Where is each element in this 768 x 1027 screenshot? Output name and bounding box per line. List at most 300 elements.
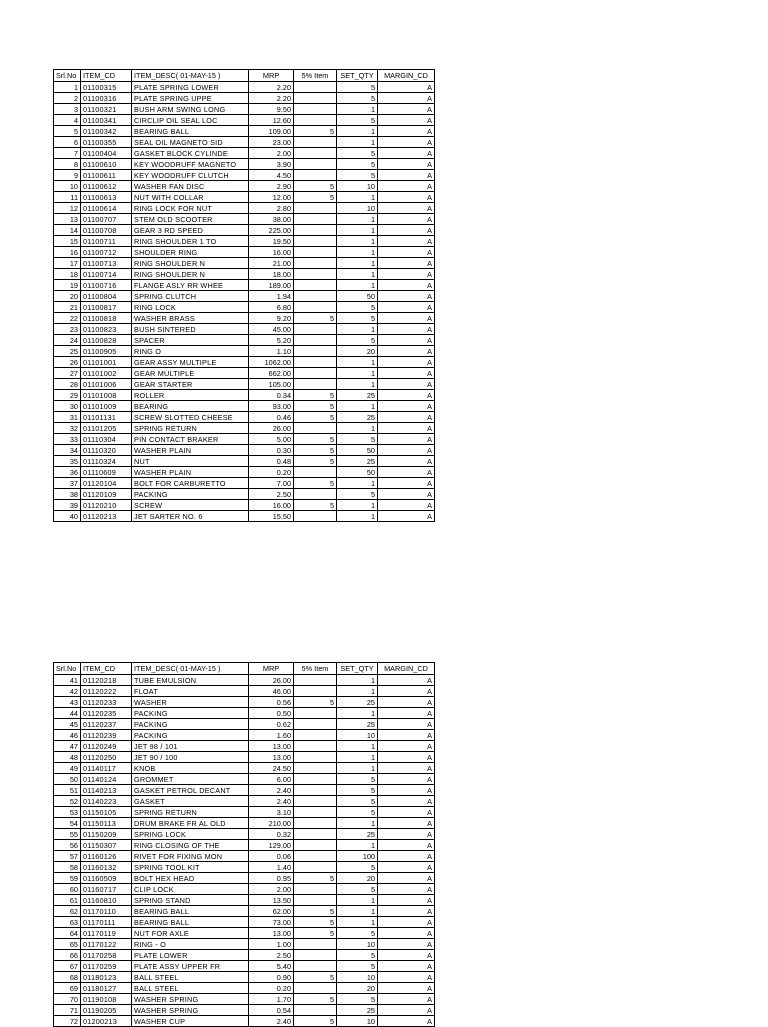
item-desc-cell: GEAR 3 RD SPEED (132, 225, 249, 236)
item-cd-cell: 01100612 (81, 181, 132, 192)
table-row (54, 983, 435, 994)
five-percent-item-cell (294, 752, 337, 763)
item-desc-cell: RING - O (132, 939, 249, 950)
set-qty-cell: 1 (337, 741, 378, 752)
set-qty-cell: 5 (337, 774, 378, 785)
table-row (54, 324, 435, 335)
set-qty-cell: 1 (337, 258, 378, 269)
item-desc-cell: CIRCLIP OIL SEAL LOC (132, 115, 249, 126)
srl-no-cell: 54 (54, 818, 81, 829)
table-row (54, 862, 435, 873)
mrp-cell: 0.95 (249, 873, 294, 884)
five-percent-item-cell (294, 796, 337, 807)
item-cd-cell: 01150105 (81, 807, 132, 818)
item-desc-cell: KNOB (132, 763, 249, 774)
margin-cd-cell: A (378, 818, 435, 829)
table-row (54, 357, 435, 368)
set-qty-cell: 5 (337, 302, 378, 313)
item-cd-cell: 01101002 (81, 368, 132, 379)
five-percent-item-cell: 5 (294, 917, 337, 928)
srl-no-cell: 48 (54, 752, 81, 763)
table-row (54, 675, 435, 686)
five-percent-item-cell: 5 (294, 192, 337, 203)
margin-cd-cell: A (378, 170, 435, 181)
table-row (54, 434, 435, 445)
item-cd-cell: 01100342 (81, 126, 132, 137)
srl-no-cell: 68 (54, 972, 81, 983)
srl-no-cell: 16 (54, 247, 81, 258)
item-cd-cell: 01170122 (81, 939, 132, 950)
set-qty-cell: 20 (337, 873, 378, 884)
margin-cd-cell: A (378, 851, 435, 862)
srl-no-cell: 28 (54, 379, 81, 390)
table-row (54, 170, 435, 181)
mrp-cell: 16.00 (249, 247, 294, 258)
mrp-cell: 9.20 (249, 313, 294, 324)
table-row (54, 368, 435, 379)
set-qty-cell: 5 (337, 148, 378, 159)
table-row (54, 906, 435, 917)
table-row (54, 851, 435, 862)
item-desc-cell: NUT (132, 456, 249, 467)
mrp-cell: 1.70 (249, 994, 294, 1005)
margin-cd-cell: A (378, 313, 435, 324)
margin-cd-cell: A (378, 895, 435, 906)
set-qty-cell: 1 (337, 708, 378, 719)
parts-table-2 (53, 662, 435, 1027)
mrp-cell: 73.00 (249, 917, 294, 928)
margin-cd-cell: A (378, 434, 435, 445)
set-qty-cell: 1 (337, 818, 378, 829)
table-row (54, 93, 435, 104)
margin-cd-cell: A (378, 741, 435, 752)
item-desc-cell: CLIP LOCK (132, 884, 249, 895)
item-desc-cell: PIN CONTACT BRAKER (132, 434, 249, 445)
table-row (54, 511, 435, 522)
item-cd-cell: 01120213 (81, 511, 132, 522)
item-desc-cell: SPRING RETURN (132, 423, 249, 434)
srl-no-cell: 4 (54, 115, 81, 126)
mrp-cell: 4.50 (249, 170, 294, 181)
margin-cd-cell: A (378, 500, 435, 511)
item-desc-cell: JET 90 / 100 (132, 752, 249, 763)
set-qty-cell: 1 (337, 126, 378, 137)
set-qty-cell: 1 (337, 247, 378, 258)
five-percent-item-cell (294, 357, 337, 368)
set-qty-cell: 5 (337, 159, 378, 170)
mrp-cell: 189.00 (249, 280, 294, 291)
mrp-cell: 12.00 (249, 192, 294, 203)
item-desc-cell: DRUM BRAKE FR AL OLD (132, 818, 249, 829)
mrp-cell: 109.00 (249, 126, 294, 137)
item-cd-cell: 01140117 (81, 763, 132, 774)
header-five-percent-item: 5% Item (294, 663, 337, 675)
five-percent-item-cell (294, 203, 337, 214)
five-percent-item-cell (294, 730, 337, 741)
item-desc-cell: BUSH ARM SWING LONG (132, 104, 249, 115)
five-percent-item-cell (294, 423, 337, 434)
set-qty-cell: 5 (337, 313, 378, 324)
margin-cd-cell: A (378, 115, 435, 126)
srl-no-cell: 64 (54, 928, 81, 939)
srl-no-cell: 32 (54, 423, 81, 434)
item-desc-cell: SPACER (132, 335, 249, 346)
five-percent-item-cell: 5 (294, 500, 337, 511)
item-cd-cell: 01140124 (81, 774, 132, 785)
srl-no-cell: 35 (54, 456, 81, 467)
margin-cd-cell: A (378, 829, 435, 840)
table-row (54, 104, 435, 115)
table-row (54, 1016, 435, 1027)
mrp-cell: 26.00 (249, 423, 294, 434)
set-qty-cell: 10 (337, 1016, 378, 1027)
margin-cd-cell: A (378, 774, 435, 785)
srl-no-cell: 17 (54, 258, 81, 269)
srl-no-cell: 20 (54, 291, 81, 302)
item-cd-cell: 01100315 (81, 82, 132, 93)
margin-cd-cell: A (378, 708, 435, 719)
srl-no-cell: 38 (54, 489, 81, 500)
table-row (54, 829, 435, 840)
item-cd-cell: 01170110 (81, 906, 132, 917)
item-desc-cell: PACKING (132, 708, 249, 719)
header-set-qty: SET_QTY (337, 663, 378, 675)
item-desc-cell: JET SARTER NO. 6 (132, 511, 249, 522)
item-cd-cell: 01100905 (81, 346, 132, 357)
mrp-cell: 9.50 (249, 104, 294, 115)
set-qty-cell: 1 (337, 511, 378, 522)
set-qty-cell: 1 (337, 368, 378, 379)
srl-no-cell: 15 (54, 236, 81, 247)
table-row (54, 807, 435, 818)
mrp-cell: 2.40 (249, 1016, 294, 1027)
set-qty-cell: 10 (337, 730, 378, 741)
table-row (54, 401, 435, 412)
srl-no-cell: 67 (54, 961, 81, 972)
item-desc-cell: WASHER (132, 697, 249, 708)
item-desc-cell: RIVET FOR FIXING MON (132, 851, 249, 862)
table-row (54, 269, 435, 280)
mrp-cell: 6.00 (249, 774, 294, 785)
item-cd-cell: 01160132 (81, 862, 132, 873)
table-row (54, 313, 435, 324)
table-row (54, 423, 435, 434)
mrp-cell: 2.40 (249, 796, 294, 807)
five-percent-item-cell (294, 324, 337, 335)
mrp-cell: 23.00 (249, 137, 294, 148)
table-row (54, 489, 435, 500)
srl-no-cell: 36 (54, 467, 81, 478)
srl-no-cell: 19 (54, 280, 81, 291)
margin-cd-cell: A (378, 368, 435, 379)
five-percent-item-cell (294, 1005, 337, 1016)
item-desc-cell: SPRING TOOL KIT (132, 862, 249, 873)
five-percent-item-cell (294, 302, 337, 313)
item-cd-cell: 01101006 (81, 379, 132, 390)
srl-no-cell: 39 (54, 500, 81, 511)
set-qty-cell: 5 (337, 961, 378, 972)
srl-no-cell: 26 (54, 357, 81, 368)
margin-cd-cell: A (378, 401, 435, 412)
header-srl-no: Srl.No (54, 663, 81, 675)
mrp-cell: 1.40 (249, 862, 294, 873)
set-qty-cell: 5 (337, 928, 378, 939)
item-desc-cell: BOLT HEX HEAD (132, 873, 249, 884)
parts-table-1-wrapper (53, 69, 435, 522)
margin-cd-cell: A (378, 379, 435, 390)
mrp-cell: 1.10 (249, 346, 294, 357)
header-margin-cd: MARGIN_CD (378, 663, 435, 675)
item-cd-cell: 01100714 (81, 269, 132, 280)
five-percent-item-cell: 5 (294, 401, 337, 412)
five-percent-item-cell: 5 (294, 928, 337, 939)
set-qty-cell: 5 (337, 862, 378, 873)
mrp-cell: 0.06 (249, 851, 294, 862)
item-cd-cell: 01170119 (81, 928, 132, 939)
table-row (54, 928, 435, 939)
item-cd-cell: 01120218 (81, 675, 132, 686)
five-percent-item-cell: 5 (294, 478, 337, 489)
item-cd-cell: 01180127 (81, 983, 132, 994)
five-percent-item-cell (294, 258, 337, 269)
margin-cd-cell: A (378, 148, 435, 159)
item-desc-cell: TUBE EMULSION (132, 675, 249, 686)
header-item-desc: ITEM_DESC( 01-MAY-15 ) (132, 70, 249, 82)
table-row (54, 840, 435, 851)
header-mrp: MRP (249, 70, 294, 82)
mrp-cell: 5.20 (249, 335, 294, 346)
five-percent-item-cell (294, 939, 337, 950)
srl-no-cell: 40 (54, 511, 81, 522)
item-cd-cell: 01100713 (81, 258, 132, 269)
set-qty-cell: 5 (337, 994, 378, 1005)
mrp-cell: 62.00 (249, 906, 294, 917)
set-qty-cell: 5 (337, 170, 378, 181)
srl-no-cell: 44 (54, 708, 81, 719)
header-row (54, 663, 435, 675)
srl-no-cell: 61 (54, 895, 81, 906)
five-percent-item-cell: 5 (294, 456, 337, 467)
five-percent-item-cell (294, 236, 337, 247)
set-qty-cell: 1 (337, 104, 378, 115)
table-row (54, 774, 435, 785)
margin-cd-cell: A (378, 126, 435, 137)
item-cd-cell: 01101009 (81, 401, 132, 412)
mrp-cell: 1062.00 (249, 357, 294, 368)
item-cd-cell: 01160717 (81, 884, 132, 895)
item-cd-cell: 01110304 (81, 434, 132, 445)
table-row (54, 203, 435, 214)
five-percent-item-cell: 5 (294, 1016, 337, 1027)
table-row (54, 291, 435, 302)
five-percent-item-cell (294, 170, 337, 181)
srl-no-cell: 66 (54, 950, 81, 961)
set-qty-cell: 1 (337, 137, 378, 148)
set-qty-cell: 1 (337, 840, 378, 851)
five-percent-item-cell (294, 511, 337, 522)
set-qty-cell: 50 (337, 467, 378, 478)
srl-no-cell: 34 (54, 445, 81, 456)
srl-no-cell: 63 (54, 917, 81, 928)
five-percent-item-cell: 5 (294, 434, 337, 445)
item-desc-cell: SHOULDER RING (132, 247, 249, 258)
mrp-cell: 0.46 (249, 412, 294, 423)
five-percent-item-cell (294, 280, 337, 291)
mrp-cell: 0.62 (249, 719, 294, 730)
item-desc-cell: GASKET PETROL DECANT (132, 785, 249, 796)
srl-no-cell: 42 (54, 686, 81, 697)
srl-no-cell: 1 (54, 82, 81, 93)
margin-cd-cell: A (378, 906, 435, 917)
item-desc-cell: RING SHOULDER N (132, 258, 249, 269)
set-qty-cell: 25 (337, 412, 378, 423)
margin-cd-cell: A (378, 972, 435, 983)
set-qty-cell: 1 (337, 423, 378, 434)
srl-no-cell: 53 (54, 807, 81, 818)
set-qty-cell: 25 (337, 719, 378, 730)
header-item-desc: ITEM_DESC( 01-MAY-15 ) (132, 663, 249, 675)
set-qty-cell: 25 (337, 697, 378, 708)
margin-cd-cell: A (378, 730, 435, 741)
mrp-cell: 2.50 (249, 489, 294, 500)
mrp-cell: 2.20 (249, 93, 294, 104)
five-percent-item-cell (294, 785, 337, 796)
margin-cd-cell: A (378, 269, 435, 280)
set-qty-cell: 5 (337, 93, 378, 104)
five-percent-item-cell (294, 137, 337, 148)
margin-cd-cell: A (378, 928, 435, 939)
five-percent-item-cell: 5 (294, 181, 337, 192)
mrp-cell: 13.50 (249, 895, 294, 906)
mrp-cell: 12.60 (249, 115, 294, 126)
mrp-cell: 2.00 (249, 884, 294, 895)
set-qty-cell: 1 (337, 324, 378, 335)
table-row (54, 972, 435, 983)
five-percent-item-cell (294, 247, 337, 258)
item-cd-cell: 01100707 (81, 214, 132, 225)
item-cd-cell: 01100828 (81, 335, 132, 346)
five-percent-item-cell (294, 719, 337, 730)
mrp-cell: 0.54 (249, 1005, 294, 1016)
item-cd-cell: 01160126 (81, 851, 132, 862)
set-qty-cell: 1 (337, 686, 378, 697)
item-cd-cell: 01100712 (81, 247, 132, 258)
srl-no-cell: 45 (54, 719, 81, 730)
srl-no-cell: 27 (54, 368, 81, 379)
margin-cd-cell: A (378, 346, 435, 357)
margin-cd-cell: A (378, 214, 435, 225)
mrp-cell: 5.40 (249, 961, 294, 972)
header-five-percent-item: 5% Item (294, 70, 337, 82)
margin-cd-cell: A (378, 423, 435, 434)
margin-cd-cell: A (378, 203, 435, 214)
mrp-cell: 662.00 (249, 368, 294, 379)
margin-cd-cell: A (378, 412, 435, 423)
mrp-cell: 2.40 (249, 785, 294, 796)
mrp-cell: 225.00 (249, 225, 294, 236)
item-cd-cell: 01100823 (81, 324, 132, 335)
set-qty-cell: 5 (337, 950, 378, 961)
table-row (54, 456, 435, 467)
mrp-cell: 6.80 (249, 302, 294, 313)
five-percent-item-cell (294, 115, 337, 126)
srl-no-cell: 25 (54, 346, 81, 357)
header-row (54, 70, 435, 82)
item-cd-cell: 01100804 (81, 291, 132, 302)
margin-cd-cell: A (378, 104, 435, 115)
set-qty-cell: 10 (337, 203, 378, 214)
item-desc-cell: BUSH SINTERED (132, 324, 249, 335)
srl-no-cell: 41 (54, 675, 81, 686)
five-percent-item-cell (294, 818, 337, 829)
five-percent-item-cell (294, 884, 337, 895)
mrp-cell: 105.00 (249, 379, 294, 390)
five-percent-item-cell (294, 214, 337, 225)
table-row (54, 225, 435, 236)
margin-cd-cell: A (378, 93, 435, 104)
table-row (54, 686, 435, 697)
set-qty-cell: 1 (337, 906, 378, 917)
five-percent-item-cell (294, 686, 337, 697)
item-desc-cell: GROMMET (132, 774, 249, 785)
srl-no-cell: 14 (54, 225, 81, 236)
header-item-cd: ITEM_CD (81, 70, 132, 82)
item-cd-cell: 01100341 (81, 115, 132, 126)
table-row (54, 1005, 435, 1016)
item-cd-cell: 01100708 (81, 225, 132, 236)
item-desc-cell: PLATE ASSY UPPER FR (132, 961, 249, 972)
five-percent-item-cell (294, 961, 337, 972)
set-qty-cell: 1 (337, 225, 378, 236)
srl-no-cell: 33 (54, 434, 81, 445)
mrp-cell: 19.50 (249, 236, 294, 247)
mrp-cell: 0.30 (249, 445, 294, 456)
margin-cd-cell: A (378, 1016, 435, 1027)
margin-cd-cell: A (378, 785, 435, 796)
item-desc-cell: GASKET (132, 796, 249, 807)
item-desc-cell: WASHER BRASS (132, 313, 249, 324)
table-row (54, 82, 435, 93)
margin-cd-cell: A (378, 994, 435, 1005)
set-qty-cell: 1 (337, 478, 378, 489)
margin-cd-cell: A (378, 763, 435, 774)
set-qty-cell: 1 (337, 280, 378, 291)
set-qty-cell: 1 (337, 763, 378, 774)
item-cd-cell: 01110324 (81, 456, 132, 467)
margin-cd-cell: A (378, 247, 435, 258)
table-row (54, 192, 435, 203)
item-cd-cell: 01140213 (81, 785, 132, 796)
item-cd-cell: 01160810 (81, 895, 132, 906)
margin-cd-cell: A (378, 236, 435, 247)
item-cd-cell: 01120210 (81, 500, 132, 511)
item-cd-cell: 01100817 (81, 302, 132, 313)
set-qty-cell: 25 (337, 456, 378, 467)
srl-no-cell: 69 (54, 983, 81, 994)
mrp-cell: 38.00 (249, 214, 294, 225)
mrp-cell: 7.00 (249, 478, 294, 489)
margin-cd-cell: A (378, 917, 435, 928)
parts-table-1 (53, 69, 435, 522)
item-desc-cell: KEY WOODRUFF MAGNETO (132, 159, 249, 170)
five-percent-item-cell (294, 148, 337, 159)
table-row (54, 280, 435, 291)
set-qty-cell: 1 (337, 675, 378, 686)
table-row (54, 335, 435, 346)
item-cd-cell: 01100316 (81, 93, 132, 104)
item-desc-cell: RING LOCK FOR NUT (132, 203, 249, 214)
table-row (54, 500, 435, 511)
